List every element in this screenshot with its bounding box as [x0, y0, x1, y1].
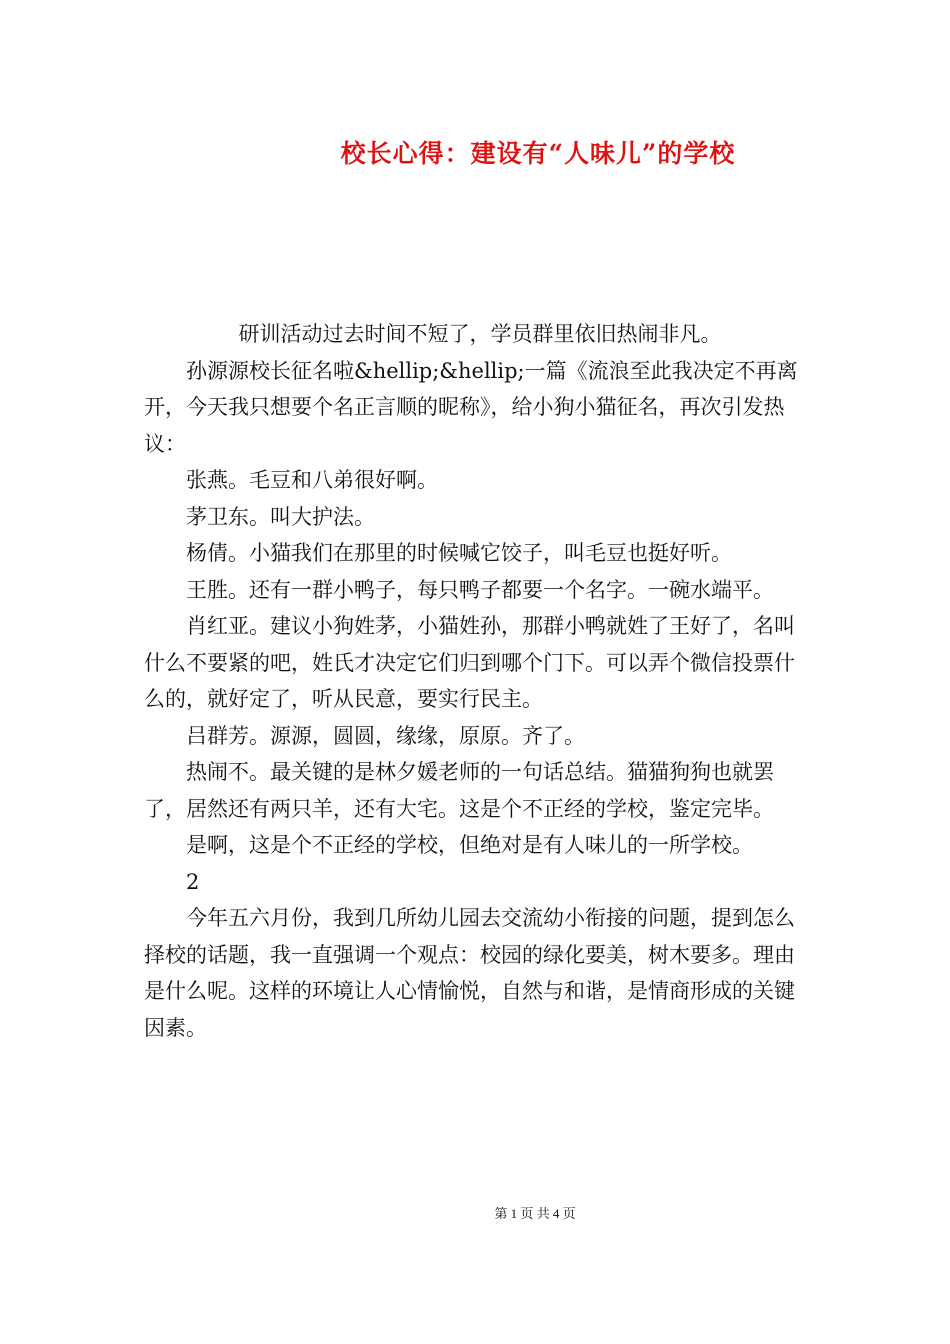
paragraph: 杨倩。小猫我们在那里的时候喊它饺子，叫毛豆也挺好听。: [186, 541, 732, 565]
paragraph: 茅卫东。叫大护法。: [186, 504, 375, 529]
paragraph: 吕群芳。源源，圆圆，缘缘，原原。齐了。: [186, 723, 585, 748]
document-title: 校长心得：建设有“人味儿”的学校: [340, 139, 736, 168]
paragraph: 热闹不。最关键的是林夕媛老师的一句话总结。猫猫狗狗也就罢了，居然还有两只羊，还有大宅。这是个不正经的学校，鉴定完毕。: [144, 760, 774, 821]
paragraph: 王胜。还有一群小鸭子，每只鸭子都要一个名字。一碗水端平。: [186, 577, 774, 602]
paragraph: 肖红亚。建议小狗姓茅，小猫姓孙，那群小鸭就姓了王好了，名叫什么不要紧的吧，姓氏才决定它们归到哪个门下。可以弄个微信投票什么的，就好定了，听从民意，要实行民主。: [144, 614, 795, 711]
paragraph: 今年五六月份，我到几所幼儿园去交流幼小衔接的问题，提到怎么择校的话题，我一直强调一个观点：校园的绿化要美，树木要多。理由是什么呢。这样的环境让人心情愉悦，自然与和谐，是情商形成的关键因素。: [144, 906, 795, 1040]
paragraph: 研训活动过去时间不短了，学员群里依旧热闹非凡。: [238, 322, 722, 346]
section-number: 2: [186, 869, 200, 894]
page-footer: 第 1 页 共 4 页: [494, 1206, 576, 1221]
paragraph: 孙源源校长征名啦&hellip;&hellip;一篇《流浪至此我决定不再离开，今天我只想要个名正言顺的昵称》，给小狗小猫征名，再次引发热议：: [144, 358, 798, 456]
document-body: [144, 316, 814, 1046]
paragraph: 是啊，这是个不正经的学校，但绝对是有人味儿的一所学校。: [186, 833, 753, 857]
paragraph: 张燕。毛豆和八弟很好啊。: [186, 468, 438, 492]
